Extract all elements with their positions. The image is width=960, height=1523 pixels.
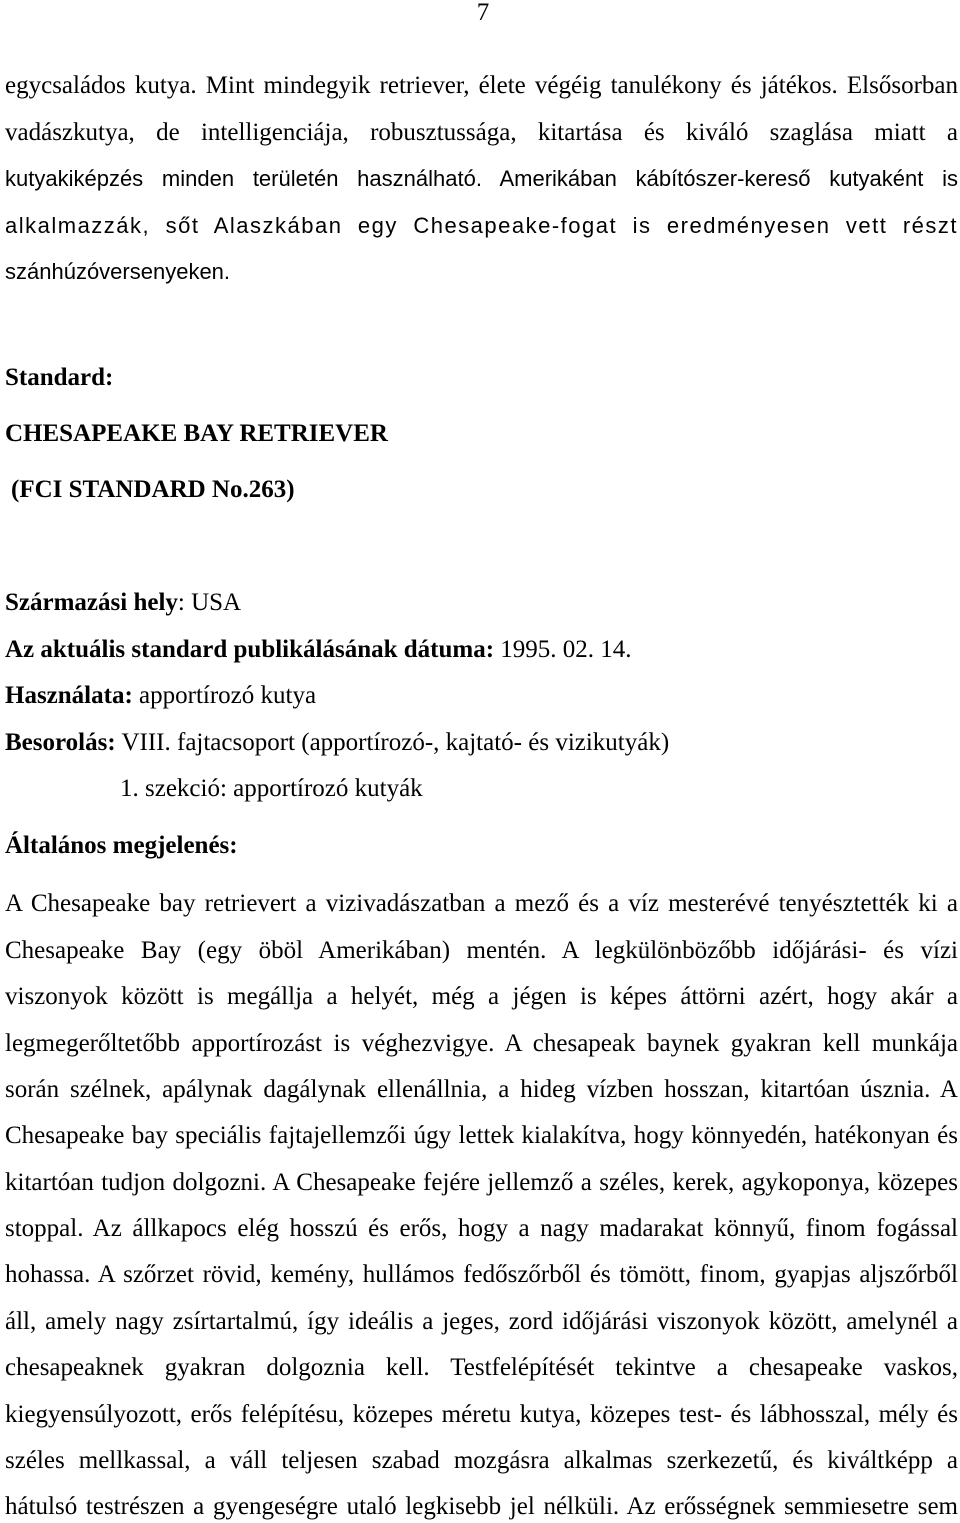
general-appearance-heading: Általános megjelenés:: [5, 831, 238, 859]
paragraph-line: legmegerőltetőbb apportírozást is véghezvigye. A chesapeak baynek gyakran kell munkája: [5, 1029, 958, 1057]
origin-row: [5, 580, 905, 626]
fci-standard-number: (FCI STANDARD No.263): [11, 475, 295, 503]
publication-date-row: [5, 627, 905, 673]
classification-row: [5, 720, 905, 766]
classification-section: 1. szekció: apportírozó kutyák: [120, 774, 423, 802]
publication-date-value: 1995. 02. 14.: [500, 635, 632, 663]
intro-line: szánhúzóversenyeken.: [5, 259, 231, 285]
paragraph-line: kiegyensúlyozott, erős felépítésu, közepes méretu kutya, közepes test- és lábhosszal, mély és: [5, 1400, 958, 1428]
paragraph-line: kitartóan tudjon dolgozni. A Chesapeake fejére jellemző a széles, kerek, agykoponya, közepes: [5, 1168, 958, 1196]
classification-value: VIII. fajtacsoport (apportírozó-, kajtató- és vizikutyák): [121, 728, 670, 756]
paragraph-line: széles mellkassal, a váll teljesen szabad mozgásra alkalmas szerkezetű, és kiváltképp a: [5, 1446, 958, 1474]
page-number: 7: [476, 0, 490, 26]
classification-label: Besorolás:: [5, 728, 116, 756]
paragraph-line: Chesapeake bay speciális fajtajellemzői úgy lettek kialakítva, hogy könnyedén, hatékonyan és: [5, 1122, 958, 1150]
usage-value: apportírozó kutya: [139, 682, 317, 710]
breed-name: CHESAPEAKE BAY RETRIEVER: [5, 419, 388, 447]
intro-paragraph: [5, 63, 958, 296]
usage-label: Használata:: [5, 682, 133, 710]
breed-info: [5, 580, 905, 812]
paragraph-line: hohassa. A szőrzet rövid, kemény, hullámos fedőszőrből és tömött, finom, gyapjas aljszőrből: [5, 1261, 958, 1289]
paragraph-line: hátulsó testrészen a gyengeségre utaló legkisebb jel nélküli. Az erősségnek semmiesetre sem: [5, 1493, 958, 1521]
intro-line: kutyakiképzés minden területén használható. Amerikában kábítószer-kereső kutyaként is: [5, 166, 958, 192]
intro-line: vadászkutya, de intelligenciája, robusztussága, kitartása és kiváló szaglása miatt a: [5, 118, 958, 146]
origin-value: : USA: [177, 589, 242, 617]
intro-line: egycsaládos kutya. Mint mindegyik retriever, élete végéig tanulékony és játékos. Elsősorban: [5, 72, 958, 100]
paragraph-line: A Chesapeake bay retrievert a vizivadászatban a mező és a víz mesterévé tenyésztették ki a: [5, 890, 958, 918]
paragraph-line: során szélnek, apálynak dagálynak ellenállnia, a hideg vízben hosszan, kitartóan úsznia. A: [5, 1075, 958, 1103]
intro-line: alkalmazzák, sőt Alaszkában egy Chesapeake-fogat is eredményesen vett részt: [5, 212, 958, 238]
paragraph-line: stoppal. Az állkapocs elég hosszú és erős, hogy a nagy madarakat könnyű, finom fogással: [5, 1215, 958, 1243]
publication-date-label: Az aktuális standard publikálásának dátuma:: [5, 635, 495, 663]
paragraph-line: áll, amely nagy zsírtartalmú, így ideális a jeges, zord időjárási viszonyok között, amelynél a: [5, 1307, 958, 1335]
general-appearance-paragraph: [5, 881, 958, 1522]
paragraph-line: Chesapeake Bay (egy öböl Amerikában) mentén. A legkülönbözőbb időjárási- és vízi: [5, 936, 958, 964]
standard-heading: Standard:: [5, 363, 114, 391]
usage-row: [5, 673, 905, 719]
origin-label: Származási hely: [5, 589, 178, 617]
paragraph-line: chesapeaknek gyakran dolgoznia kell. Testfelépítését tekintve a chesapeake vaskos,: [5, 1354, 958, 1382]
paragraph-line: viszonyok között is megállja a helyét, még a jégen is képes áttörni azért, hogy akár a: [5, 983, 958, 1011]
